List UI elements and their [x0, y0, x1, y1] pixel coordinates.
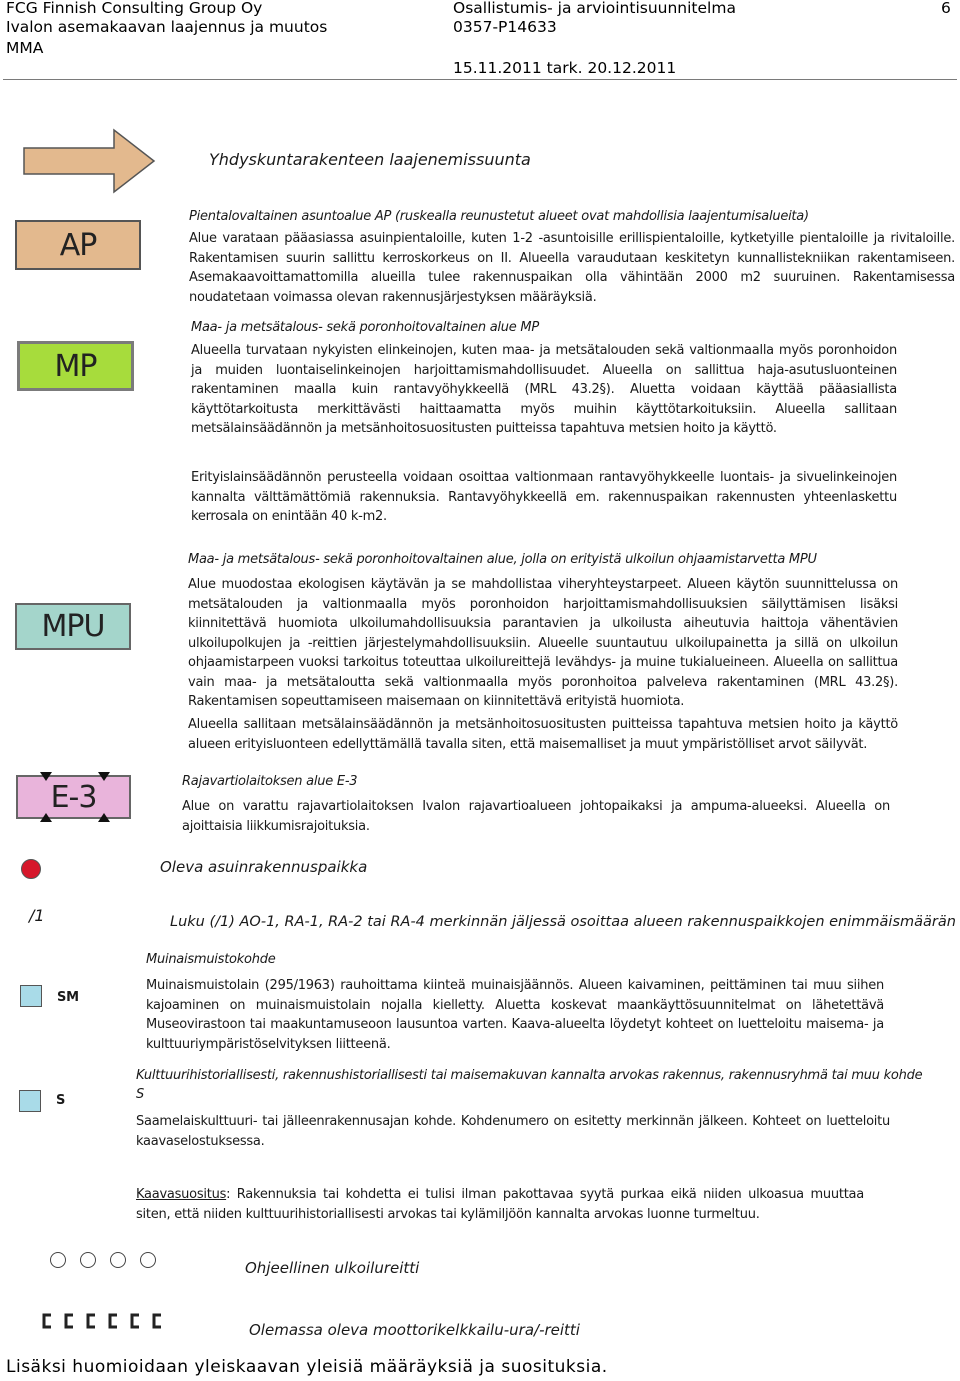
e3-swatch-label: E-3 — [50, 779, 97, 815]
dot-legend-text: Oleva asuinrakennuspaikka — [160, 858, 368, 876]
page-number: 6 — [941, 0, 951, 17]
s-symbol-label: S — [56, 1093, 66, 1108]
triangle-marker-icon — [98, 772, 110, 781]
triangle-marker-icon — [98, 813, 110, 822]
ap-title: Pientalovaltainen asuntoalue AP (ruskealla reunustetut alueet ovat mahdollisia laajentumisalueita) — [189, 209, 809, 224]
mpu-swatch-label: MPU — [41, 609, 105, 644]
footer-note: Lisäksi huomioidaan yleiskaavan yleisiä määräyksiä ja suosituksia. — [6, 1357, 608, 1377]
slash1-text: Luku (/1) AO-1, RA-1, RA-2 tai RA-4 merkinnän jäljessä osoittaa alueen rakennuspaikkojen enimmäismäärän — [170, 914, 956, 930]
triangle-marker-icon — [40, 772, 52, 781]
kaavasuositus-text: : Rakennuksia tai kohdetta ei tulisi ilman pakottavaa syytä purkaa eikä niiden ulkoasua muuttaa siten, että niiden kulttuurihistoriallisesti arvokas tai kylämiljöön kannalta arvokas luonne turmeltuu. — [136, 1187, 864, 1222]
mpu-text: Alue muodostaa ekologisen käytävän ja se mahdollistaa viheryhteystarpeet. Alueen käytön suunnittelussa on metsätalouden ja valtionmaalla myös poronhoidon harjoittamismahdollisuuksien säilyttämisen lisäksi kiinnitettävä huomiota ulkoilumahdollisuuksia parantavien ja ulkoilusta aiheutuvia haittoja vähentävien ulkoilupolkujen ja -reittien järjestelymahdollisuuksiin. Alueelle suuntautuu ulkoilupainetta ja sillä on ulkoilun ohjaamistarpeen vuoksi tarkoitus toteuttaa ulkoilureittejä levähdys- ja muine tukialueineen. Alueella on sallittua vain maa- ja metsätaloutta sekä valtionmaalla myös poronhoitoa palveleva rakentaminen (MRL 43.2§). Rakentamisen sopeuttamiseen maisemaan on kiinnitettävä erityistä huomiota. — [188, 577, 898, 709]
sm-title: Muinaismuistokohde — [146, 952, 276, 967]
ap-swatch — [15, 220, 141, 270]
mpu-title: Maa- ja metsätalous- sekä poronhoitovaltainen alue, jolla on erityistä ulkoilun ohjaamistarvetta MPU — [188, 552, 817, 567]
sm-text: Muinaismuistolain (295/1963) rauhoittama kiinteä muinaisjäännös. Alueen kaivaminen, peittäminen tai muu siihen kajoaminen on muinaismuistolain nojalla kielletty. Aluetta koskevat maankäyttösuunnitelmat on lähetettävä Museovirastoon tai maakuntamuseoon lausuntoa varten. Kaava-alueelta löydetyt kohteet on luetteloitu maisema- ja kulttuuriympäristöselvityksen liitteenä. — [146, 978, 884, 1052]
mp-text-2: Erityislainsäädännön perusteella voidaan osoittaa valtionmaan rantavyöhykkeelle luontais- ja sivuelinkeinojen kannalta välttämättömiä rakennuksia. Rantavyöhykkeellä em. rakennuspaikan rakennusten yhteenlaskettu kerrosala on enintään 40 k-m2. — [191, 470, 897, 524]
walk-route-text: Ohjeellinen ulkoilureitti — [245, 1259, 420, 1277]
sm-symbol-label: SM — [57, 990, 79, 1005]
s-text: Saamelaiskulttuuri- tai jälleenrakennusajan kohde. Kohdenumero on esitetty merkinnän jälkeen. Kohteet on luetteloitu kaavaselostuksessa. — [136, 1114, 890, 1149]
s-title-letter: S — [136, 1087, 145, 1102]
header-company: FCG Finnish Consulting Group Oy — [6, 0, 263, 17]
s-square-icon — [19, 1090, 41, 1112]
e3-text: Alue on varattu rajavartiolaitoksen Ivalon rajavartioalueen johtopaikaksi ja ampuma-alueeksi. Alueella on ajoittaisia liikkumisrajoituksia. — [182, 799, 890, 834]
route-circle-icon — [140, 1252, 156, 1268]
mpu-swatch — [15, 603, 131, 650]
header-doc-type: Osallistumis- ja arviointisuunnitelma — [453, 0, 736, 17]
ap-swatch-label: AP — [59, 227, 97, 263]
s-title: Kulttuurihistoriallisesti, rakennushistoriallisesti tai maisemakuvan kannalta arvokas rakennus, rakennusryhmä tai muu kohde — [136, 1068, 923, 1083]
arrow-right-icon — [22, 128, 156, 194]
mp-swatch-label: MP — [54, 348, 97, 384]
route-circle-icon — [50, 1252, 66, 1268]
mpu-text-2: Alueella sallitaan metsälainsäädännön ja metsänhoitosuositusten puitteissa tapahtuva metsien hoito ja käyttö alueen erityisluonteen edellyttämällä tavalla siten, että maisemalliset ja muut ympäristölliset arvot säilyvät. — [188, 717, 898, 752]
header-divider — [3, 79, 957, 80]
sm-square-icon — [20, 985, 42, 1007]
mp-text: Alueella turvataan nykyisten elinkeinojen, kuten maa- ja metsätalouden sekä valtionmaalla myös poronhoidon ja muiden luontaiselinkeinojen harjoittamismahdollisuudet. Alueella on sallittua haja-asutusluonteinen rakentaminen maalla kuin rantavyöhykkeellä (MRL 43.2§). Aluetta voidaan käyttää pääasiallista käyttötarkoitusta merkittävästi haittaamatta myös muihin käyttötarkoituksiin. Alueella sallitaan metsälainsäädännön ja metsänhoitosuositusten puitteissa tapahtuva metsien hoito ja käyttö. — [191, 343, 897, 436]
header-doc-number: 0357-P14633 — [453, 18, 557, 36]
kaavasuositus-paragraph — [136, 1185, 864, 1224]
e3-title: Rajavartiolaitoksen alue E-3 — [182, 774, 358, 789]
snowmobile-route-text: Olemassa oleva moottorikelkkailu-ura/-reitti — [249, 1321, 580, 1339]
arrow-legend-text: Yhdyskuntarakenteen laajenemissuunta — [209, 150, 531, 169]
mp-swatch — [17, 341, 134, 391]
slash1-symbol: /1 — [29, 906, 45, 925]
kaavasuositus-label: Kaavasuositus — [136, 1187, 227, 1202]
triangle-marker-icon — [40, 813, 52, 822]
route-circle-icon — [110, 1252, 126, 1268]
snowmobile-route-icon — [42, 1312, 166, 1330]
route-circle-icon — [80, 1252, 96, 1268]
ap-text: Alue varataan pääasiassa asuinpientaloille, kuten 1-2 -asuntoisille erillispientaloille, kytketyille pientaloille ja rivitaloille. Rakentamisen suurin sallittu kerroskorkeus on II. Alueella varaudutaan keskitetyn kunnallistekniikan rakentamiseen. Asemakaavoittamattomilla alueilla tulee rakennuspaikan olla vähintään 2000 m2 suuruinen. Rakentamisessa noudatetaan voimassa olevan rakennusjärjestyksen määräyksiä. — [189, 231, 955, 305]
red-dot-icon — [21, 859, 41, 879]
header-author: MMA — [6, 39, 44, 57]
header-project: Ivalon asemakaavan laajennus ja muutos — [6, 18, 328, 36]
e3-corner-triangles — [16, 770, 131, 824]
header-date: 15.11.2011 tark. 20.12.2011 — [453, 59, 677, 77]
mp-title: Maa- ja metsätalous- sekä poronhoitovaltainen alue MP — [191, 320, 539, 335]
